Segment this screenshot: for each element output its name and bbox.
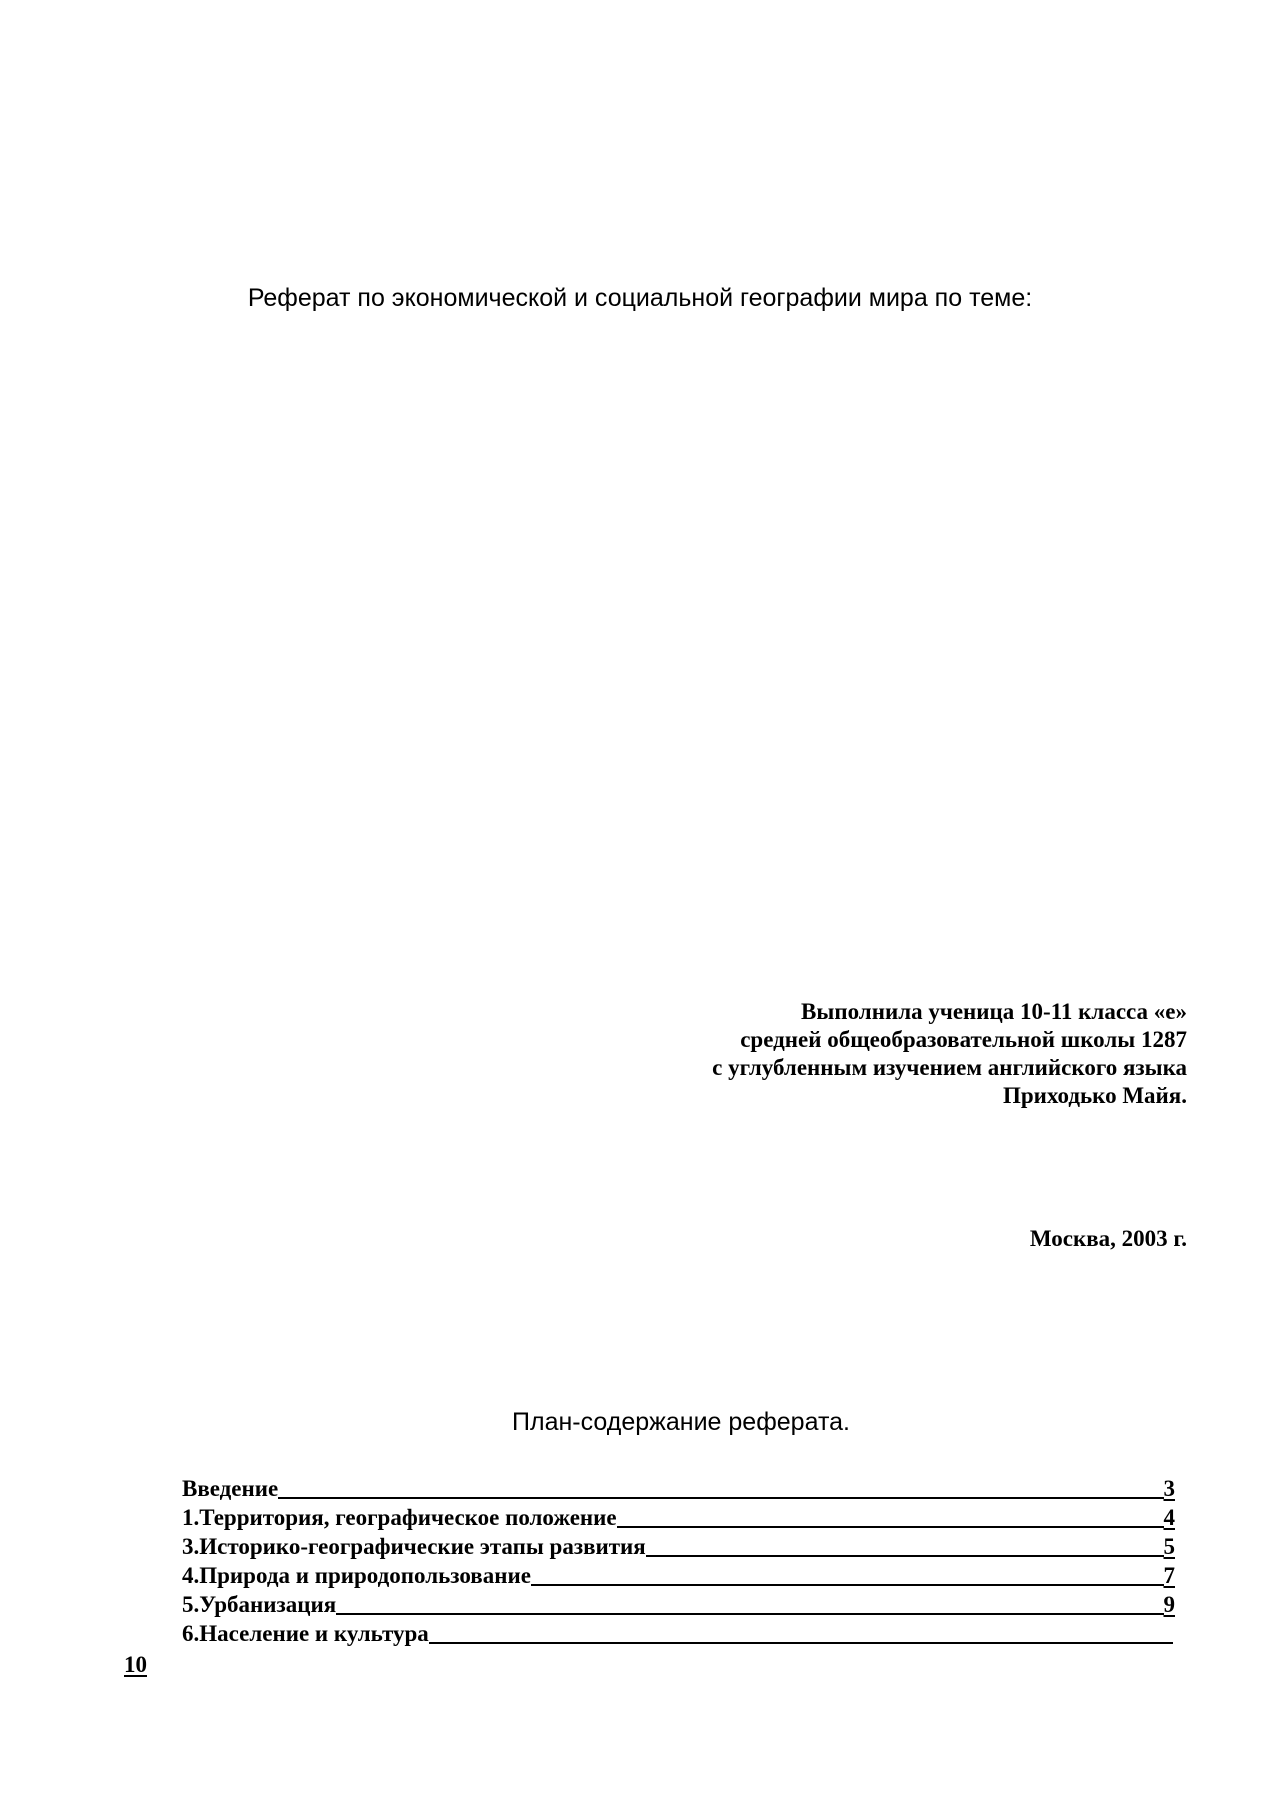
toc-item-page: 5 [1163,1534,1175,1559]
author-name: Приходько Майя. [1002,1083,1187,1108]
table-of-contents [182,1473,1175,1647]
toc-item-page: 7 [1163,1563,1175,1588]
toc-leader-line [278,1479,1163,1499]
toc-item-label: 1.Территория, географическое положение [182,1505,617,1530]
place-and-date: Москва, 2003 г. [1029,1226,1187,1251]
toc-item-label: Введение [182,1476,279,1501]
toc-item-page: 4 [1163,1505,1175,1530]
toc-item-page: 9 [1163,1592,1175,1617]
author-line-3: с углубленным изучением английского языка [712,1055,1187,1080]
toc-item-label: 5.Урбанизация [182,1592,337,1617]
toc-row [182,1560,1175,1589]
toc-item-label: 6.Население и культура [182,1621,429,1646]
toc-heading: План-содержание реферата. [512,1408,850,1436]
toc-row [182,1589,1175,1618]
toc-item-label: 3.Историко-географические этапы развития [182,1534,646,1559]
toc-row [182,1502,1175,1531]
toc-leader-line [617,1508,1164,1528]
toc-row [182,1473,1175,1502]
toc-leader-line [531,1566,1164,1586]
author-line-2: средней общеобразовательной школы 1287 [740,1027,1187,1052]
essay-title: Реферат по экономической и социальной географии мира по теме: [247,284,1033,312]
toc-leader-line [429,1624,1173,1644]
toc-leader-line [336,1595,1163,1615]
toc-item-page: 3 [1163,1476,1175,1501]
toc-item-page-wrapped: 10 [124,1652,147,1677]
author-block [712,998,1187,1110]
toc-leader-line [646,1537,1164,1557]
toc-item-label: 4.Природа и природопользование [182,1563,531,1588]
toc-row [182,1618,1175,1647]
toc-row [182,1531,1175,1560]
author-line-1: Выполнила ученица 10-11 класса «е» [801,999,1187,1024]
